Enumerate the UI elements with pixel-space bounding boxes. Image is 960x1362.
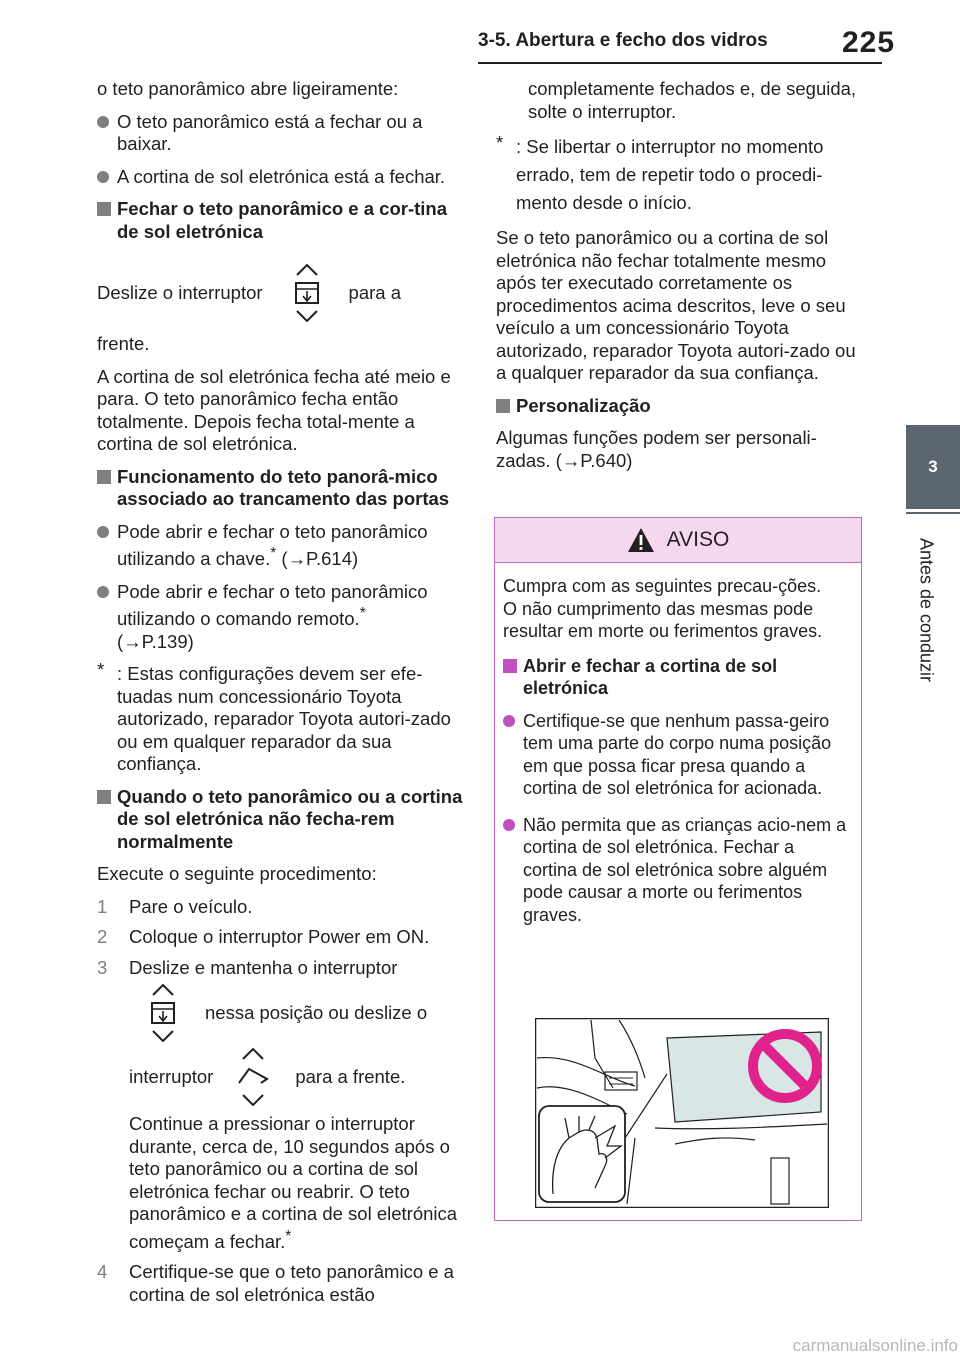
section-heading: Funcionamento do teto panorâ-mico associado ao trancamento das portas [97,466,467,511]
step-item: 4 Certifique-se que o teto panorâmico e a cortina de sol eletrónica estão [97,1261,454,1305]
instruction-text: nessa posição ou deslize o [205,1002,428,1024]
warning-box [494,517,862,1221]
warning-header [495,518,861,563]
right-column [496,78,864,482]
switch-instruction [97,261,467,325]
bullet-item: A cortina de sol eletrónica está a fechar. [97,166,467,189]
chapter-tab[interactable] [906,425,960,509]
warning-title: AVISO [666,528,730,551]
roof-switch-icon [233,1045,273,1109]
sunshade-switch-icon [287,261,327,325]
step-item: 3 Deslize e mantenha o interruptor [97,956,398,978]
chapter-tab-divider [906,512,960,514]
paragraph: completamente fechados e, de seguida, solte o interruptor. [528,78,857,122]
warning-triangle-icon [627,527,655,553]
section-heading: Personalização [496,395,864,418]
instruction-text: interruptor [129,1066,214,1088]
instruction-text: para a [348,281,402,303]
switch-instruction [97,1045,467,1109]
left-column [97,78,467,1314]
section-heading: Fechar o teto panorâmico e a cor-tina de sol eletrónica [97,198,467,243]
instruction-text: frente. [97,333,150,354]
instruction-text: para a frente. [295,1066,406,1088]
section-heading: Quando o teto panorâmico ou a cortina de sol eletrónica não fecha-rem normalmente [97,786,467,854]
page-reference[interactable]: (→P.614) [281,548,359,570]
watermark: carmanualsonline.info [792,1336,958,1355]
step-item: 2 Coloque o interruptor Power em ON. [97,926,430,948]
paragraph: Algumas funções podem ser personali-zadas. (→P.640) [496,427,817,471]
intro-text: o teto panorâmico abre ligeiramente: [97,78,399,99]
step-item: 1 Pare o veículo. [97,895,253,917]
paragraph: Execute o seguinte procedimento: [97,863,377,885]
warning-heading: Abrir e fechar a cortina de sol eletrónica [503,655,853,700]
page-number: 225 [842,26,896,59]
instruction-text: Deslize o interruptor [97,281,263,303]
bullet-item: O teto panorâmico está a fechar ou a baixar. [97,111,467,156]
warning-intro: Cumpra com as seguintes precau-ções. O não cumprimento das mesmas pode resultar em morte ou ferimentos graves. [503,576,823,641]
bullet-item: Pode abrir e fechar o teto panorâmico utilizando o comando remoto.* (→P.139) [97,581,467,654]
chapter-title: Antes de conduzir [916,537,937,683]
chapter-number: 3 [928,457,938,476]
sunshade-switch-icon [143,981,183,1045]
page-reference[interactable]: (→P.139) [117,630,194,652]
warning-bullet: Certifique-se que nenhum passa-geiro tem uma parte do corpo numa posição em que possa ficar presa quando a cortina de sol eletrónica for acionada. [503,710,853,800]
section-title: 3-5. Abertura e fecho dos vidros [478,30,768,51]
sunshade-warning-illustration [535,1018,829,1208]
footnote: * : Se libertar o interruptor no momento errado, tem de repetir todo o procedi-mento desde o início. [496,132,824,213]
header-divider [478,62,882,64]
bullet-item: Pode abrir e fechar o teto panorâmico utilizando a chave.* (→P.614) [97,521,467,571]
switch-instruction [97,981,467,1045]
paragraph: Se o teto panorâmico ou a cortina de sol eletrónica não fechar totalmente mesmo após ter executado corretamente os procedimentos acima descritos, leve o seu veículo a um concessionário Toyota autorizado, reparador Toyota autori-zado ou a qualquer reparador da sua confiança. [496,227,856,383]
warning-bullet: Não permita que as crianças acio-nem a cortina de sol eletrónica. Fechar a cortina de sol eletrónica sobre alguém pode causar a morte ou ferimentos graves. [503,814,853,927]
paragraph: A cortina de sol eletrónica fecha até meio e para. O teto panorâmico fecha então totalmente. Depois fecha total-mente a cortina de sol eletrónica. [97,365,451,454]
paragraph: Continue a pressionar o interruptor durante, cerca de, 10 segundos após o teto panorâmico ou a cortina de sol eletrónica fechar ou reabrir. O teto panorâmico e a cortina de sol eletrónica começam a fechar.* [129,1113,458,1252]
footnote: * : Estas configurações devem ser efe-tuadas num concessionário Toyota autorizado, reparador Toyota autori-zado ou em qualquer reparador da sua confiança. [97,659,451,775]
